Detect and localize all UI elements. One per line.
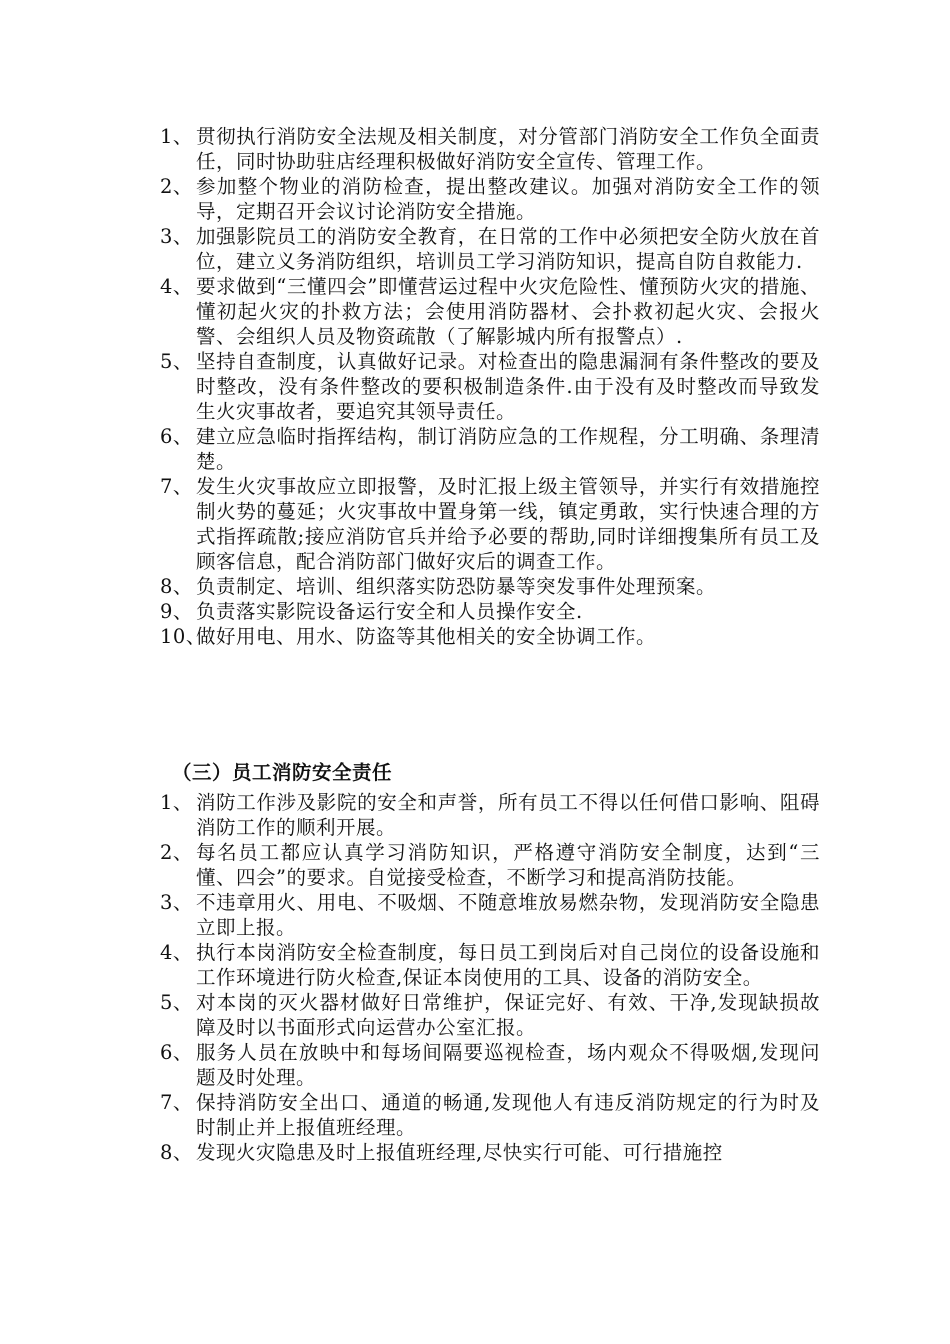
item-text: 建立应急临时指挥结构，制订消防应急的工作规程，分工明确、条理清楚。 <box>196 425 820 473</box>
section2-list <box>160 124 820 649</box>
list-item <box>160 1140 820 1165</box>
item-text: 服务人员在放映中和每场间隔要巡视检查，场内观众不得吸烟,发现问题及时处理。 <box>196 1041 820 1089</box>
list-item <box>160 349 820 424</box>
list-item <box>160 940 820 990</box>
item-text: 对本岗的灭火器材做好日常维护，保证完好、有效、干净,发现缺损故障及时以书面形式向运营办公室汇报。 <box>196 991 820 1039</box>
list-item <box>160 1090 820 1140</box>
item-text: 坚持自查制度，认真做好记录。对检查出的隐患漏洞有条件整改的要及时整改，没有条件整改的要积极制造条件.由于没有及时整改而导致发生火灾事故者，要追究其领导责任。 <box>196 350 820 423</box>
item-text: 加强影院员工的消防安全教育，在日常的工作中必须把安全防火放在首位，建立义务消防组织，培训员工学习消防知识，提高自防自救能力. <box>196 225 820 273</box>
section-heading: （三）员工消防安全责任 <box>172 761 393 784</box>
list-item <box>160 1040 820 1090</box>
list-item <box>160 624 820 649</box>
list-item <box>160 174 820 224</box>
item-text: 保持消防安全出口、通道的畅通,发现他人有违反消防规定的行为时及时制止并上报值班经理。 <box>196 1091 820 1139</box>
list-item <box>160 840 820 890</box>
item-number: 2、 <box>160 175 193 198</box>
section3-list <box>160 790 820 1165</box>
item-text: 执行本岗消防安全检查制度，每日员工到岗后对自己岗位的设备设施和工作环境进行防火检查,保证本岗使用的工具、设备的消防安全。 <box>196 941 820 989</box>
item-number: 5、 <box>160 350 193 373</box>
item-text: 消防工作涉及影院的安全和声誉，所有员工不得以任何借口影响、阻碍消防工作的顺利开展。 <box>196 791 820 839</box>
item-text: 参加整个物业的消防检查，提出整改建议。加强对消防安全工作的领导，定期召开会议讨论消防安全措施。 <box>196 175 820 223</box>
item-number: 10、 <box>160 625 206 648</box>
list-item <box>160 990 820 1040</box>
item-number: 7、 <box>160 1091 193 1114</box>
item-number: 4、 <box>160 275 193 298</box>
item-number: 1、 <box>160 125 193 148</box>
list-item <box>160 274 820 349</box>
item-number: 6、 <box>160 425 193 448</box>
item-number: 1、 <box>160 791 193 814</box>
item-number: 4、 <box>160 941 193 964</box>
item-text: 做好用电、用水、防盗等其他相关的安全协调工作。 <box>196 625 657 648</box>
list-item <box>160 424 820 474</box>
list-item <box>160 574 820 599</box>
item-text: 发生火灾事故应立即报警，及时汇报上级主管领导，并实行有效措施控制火势的蔓延；火灾事故中置身第一线，镇定勇敢，实行快速合理的方式指挥疏散;接应消防官兵并给予必要的帮助,同时详细搜集所有员工及顾客信息，配合消防部门做好灾后的调查工作。 <box>196 475 820 573</box>
item-text: 要求做到“三懂四会”即懂营运过程中火灾危险性、懂预防火灾的措施、懂初起火灾的扑救方法；会使用消防器材、会扑救初起火灾、会报火警、会组织人员及物资疏散（了解影城内所有报警点）. <box>196 275 820 348</box>
item-text: 贯彻执行消防安全法规及相关制度，对分管部门消防安全工作负全面责任，同时协助驻店经理积极做好消防安全宣传、管理工作。 <box>196 125 820 173</box>
item-number: 3、 <box>160 891 193 914</box>
list-item <box>160 599 820 624</box>
list-item <box>160 790 820 840</box>
item-text: 发现火灾隐患及时上报值班经理,尽快实行可能、可行措施控 <box>196 1141 723 1164</box>
item-number: 8、 <box>160 575 193 598</box>
item-number: 9、 <box>160 600 193 623</box>
item-number: 3、 <box>160 225 193 248</box>
item-text: 不违章用火、用电、不吸烟、不随意堆放易燃杂物，发现消防安全隐患立即上报。 <box>196 891 820 939</box>
item-text: 每名员工都应认真学习消防知识，严格遵守消防安全制度，达到“三懂、四会”的要求。自觉接受检查，不断学习和提高消防技能。 <box>196 841 820 889</box>
item-number: 8、 <box>160 1141 193 1164</box>
item-number: 2、 <box>160 841 193 864</box>
item-text: 负责制定、培训、组织落实防恐防暴等突发事件处理预案。 <box>196 575 717 598</box>
item-number: 6、 <box>160 1041 193 1064</box>
item-number: 7、 <box>160 475 193 498</box>
list-item <box>160 890 820 940</box>
list-item <box>160 224 820 274</box>
list-item <box>160 124 820 174</box>
list-item <box>160 474 820 574</box>
item-number: 5、 <box>160 991 193 1014</box>
item-text: 负责落实影院设备运行安全和人员操作安全. <box>196 600 583 623</box>
